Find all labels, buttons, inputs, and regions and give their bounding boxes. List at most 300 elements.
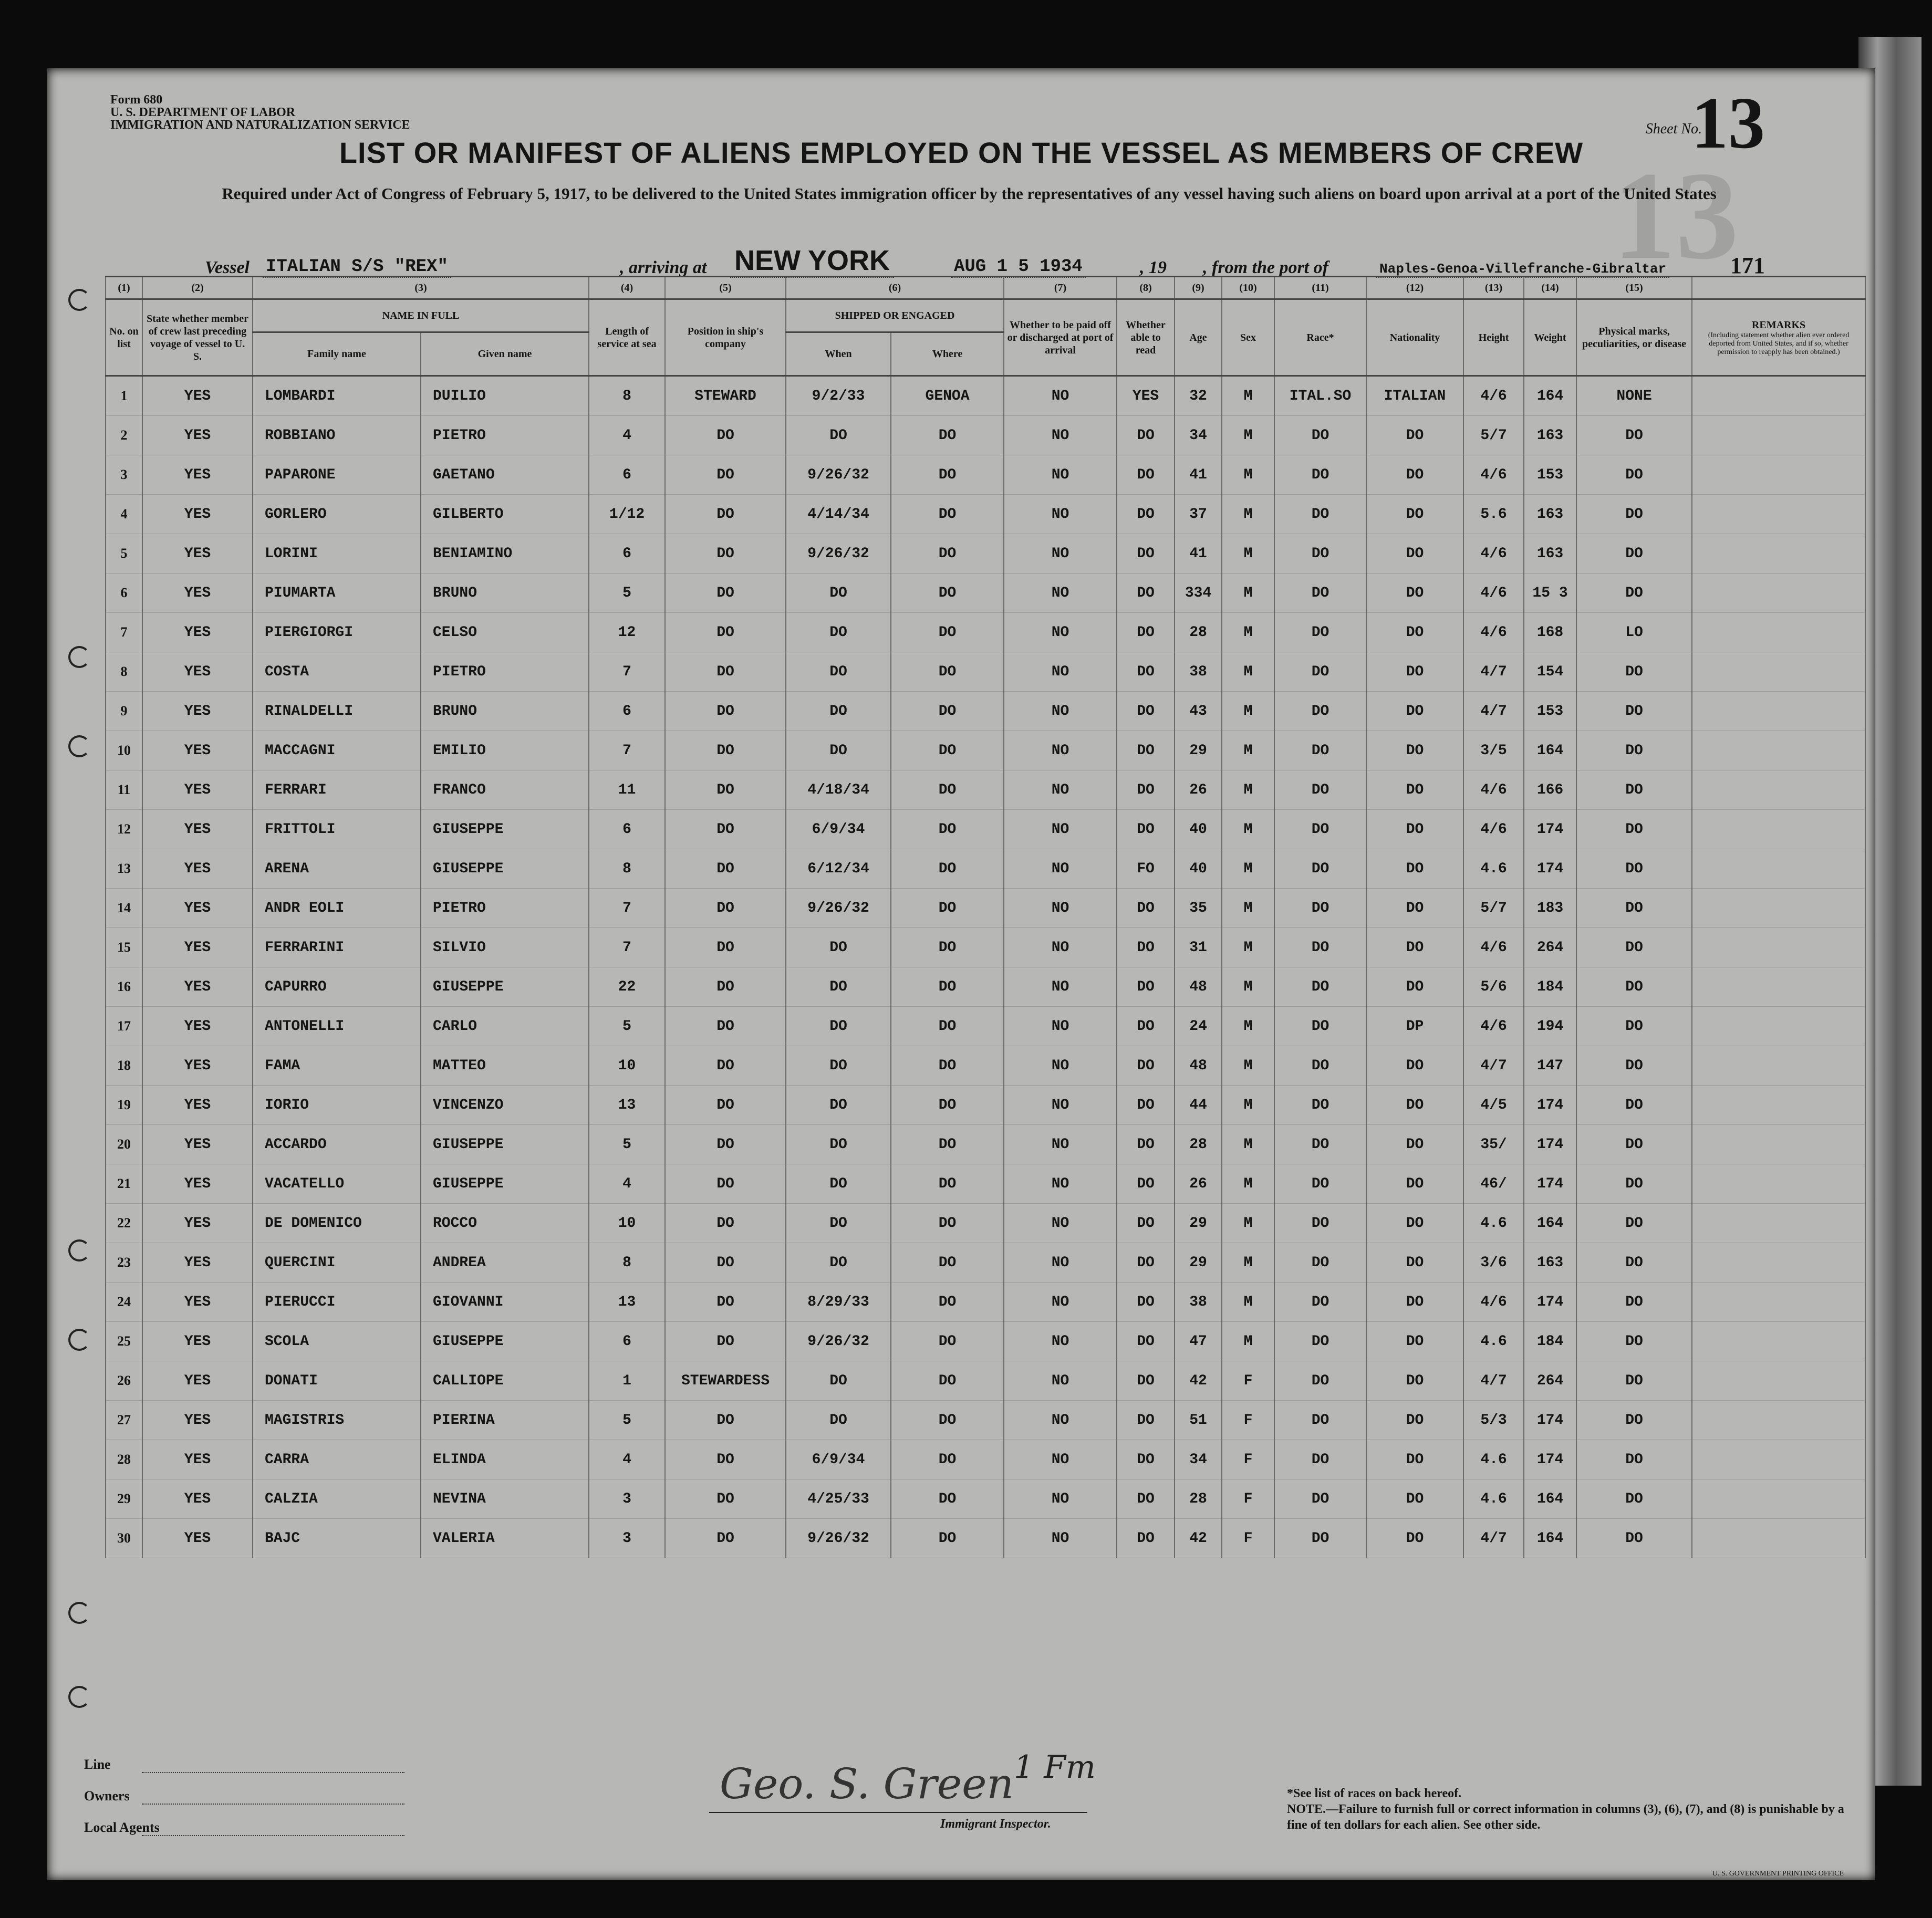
remarks	[1692, 1322, 1865, 1361]
sex: M	[1222, 1086, 1274, 1125]
shipped-when: DO	[786, 1125, 891, 1164]
family-name: CARRA	[253, 1440, 421, 1479]
given-name: ROCCO	[421, 1204, 589, 1243]
able-to-read: DO	[1117, 692, 1175, 731]
able-to-read: DO	[1117, 1519, 1175, 1558]
able-to-read: DO	[1117, 1401, 1175, 1440]
row-number: 21	[106, 1164, 142, 1204]
nationality: DO	[1366, 652, 1463, 692]
family-name: PIERGIORGI	[253, 613, 421, 652]
remarks-title: REMARKS	[1751, 319, 1806, 331]
height: 5/6	[1463, 967, 1524, 1007]
race: DO	[1274, 1322, 1366, 1361]
manifest-body	[106, 376, 1865, 1558]
table-row	[106, 810, 1865, 849]
previous-voyage: YES	[142, 928, 253, 967]
age: 34	[1175, 416, 1222, 455]
shipped-where: DO	[891, 692, 1004, 731]
race: ITAL.SO	[1274, 376, 1366, 416]
position: DO	[665, 692, 786, 731]
weight: 174	[1524, 1164, 1576, 1204]
col-num	[1692, 277, 1865, 299]
length-of-service: 13	[589, 1283, 665, 1322]
physical-marks: DO	[1576, 1479, 1692, 1519]
height: 4/6	[1463, 1283, 1524, 1322]
arriving-value: NEW YORK	[730, 244, 894, 278]
physical-marks: DO	[1576, 574, 1692, 613]
sheet-label: Sheet No.	[1645, 121, 1702, 137]
age: 48	[1175, 1046, 1222, 1086]
physical-marks: DO	[1576, 1519, 1692, 1558]
position: DO	[665, 1243, 786, 1283]
row-number: 29	[106, 1479, 142, 1519]
previous-voyage: YES	[142, 1046, 253, 1086]
col-num: (6)	[786, 277, 1004, 299]
binder-ring	[68, 1329, 90, 1351]
height: 4/6	[1463, 928, 1524, 967]
physical-marks: DO	[1576, 889, 1692, 928]
row-number: 13	[106, 849, 142, 889]
row-number: 30	[106, 1519, 142, 1558]
from-port-value: Naples-Genoa-Villefranche-Gibraltar	[1376, 261, 1669, 278]
remarks	[1692, 1086, 1865, 1125]
header-shipped-engaged: SHIPPED OR ENGAGED	[786, 299, 1004, 332]
form-number: Form 680	[110, 93, 163, 107]
shipped-where: DO	[891, 1519, 1004, 1558]
age: 42	[1175, 1361, 1222, 1401]
paid-off: NO	[1004, 652, 1117, 692]
weight: 153	[1524, 692, 1576, 731]
shipped-where: DO	[891, 1204, 1004, 1243]
family-name: CAPURRO	[253, 967, 421, 1007]
race: DO	[1274, 416, 1366, 455]
header-nationality: Nationality	[1366, 299, 1463, 376]
header-previous-voyage: State whether member of crew last preceding voyage of vessel to U. S.	[142, 299, 253, 376]
age: 29	[1175, 1243, 1222, 1283]
physical-marks: DO	[1576, 1007, 1692, 1046]
shipped-when: 9/2/33	[786, 376, 891, 416]
inspector-label: Immigrant Inspector.	[940, 1817, 1051, 1831]
header-where: Where	[891, 332, 1004, 376]
able-to-read: DO	[1117, 1440, 1175, 1479]
height: 5.6	[1463, 495, 1524, 534]
table-row	[106, 1243, 1865, 1283]
physical-marks: DO	[1576, 770, 1692, 810]
row-number: 7	[106, 613, 142, 652]
weight: 168	[1524, 613, 1576, 652]
race: DO	[1274, 495, 1366, 534]
page-number: 171	[1730, 253, 1765, 278]
able-to-read: DO	[1117, 1283, 1175, 1322]
length-of-service: 12	[589, 613, 665, 652]
paid-off: NO	[1004, 1204, 1117, 1243]
vessel-value: ITALIAN S/S "REX"	[263, 257, 451, 278]
shipped-when: 6/12/34	[786, 849, 891, 889]
remarks	[1692, 534, 1865, 574]
height: 4/6	[1463, 1007, 1524, 1046]
row-number: 6	[106, 574, 142, 613]
previous-voyage: YES	[142, 455, 253, 495]
given-name: GIUSEPPE	[421, 967, 589, 1007]
race: DO	[1274, 455, 1366, 495]
previous-voyage: YES	[142, 770, 253, 810]
able-to-read: YES	[1117, 376, 1175, 416]
row-number: 2	[106, 416, 142, 455]
page-subtitle: Required under Act of Congress of February 5, 1917, to be delivered to the United States immigration officer by the representatives of any vessel having such aliens on board upon arrival at a port of the United States	[222, 184, 1717, 203]
position: DO	[665, 495, 786, 534]
sex: M	[1222, 928, 1274, 967]
weight: 174	[1524, 1125, 1576, 1164]
shipped-when: DO	[786, 652, 891, 692]
able-to-read: DO	[1117, 1046, 1175, 1086]
age: 40	[1175, 810, 1222, 849]
row-number: 4	[106, 495, 142, 534]
nationality: DO	[1366, 1519, 1463, 1558]
column-header-row	[106, 299, 1865, 332]
shipped-where: DO	[891, 652, 1004, 692]
shipped-when: 8/29/33	[786, 1283, 891, 1322]
height: 35/	[1463, 1125, 1524, 1164]
shipped-when: DO	[786, 574, 891, 613]
row-number: 23	[106, 1243, 142, 1283]
paid-off: NO	[1004, 455, 1117, 495]
able-to-read: DO	[1117, 495, 1175, 534]
race: DO	[1274, 731, 1366, 770]
header-length-service: Length of service at sea	[589, 299, 665, 376]
paid-off: NO	[1004, 810, 1117, 849]
length-of-service: 11	[589, 770, 665, 810]
shipped-where: DO	[891, 889, 1004, 928]
height: 4/6	[1463, 770, 1524, 810]
sex: M	[1222, 574, 1274, 613]
previous-voyage: YES	[142, 967, 253, 1007]
able-to-read: DO	[1117, 534, 1175, 574]
race: DO	[1274, 652, 1366, 692]
manifest-page	[47, 68, 1875, 1880]
shipped-when: DO	[786, 1086, 891, 1125]
table-row	[106, 731, 1865, 770]
family-name: MAGISTRIS	[253, 1401, 421, 1440]
given-name: BRUNO	[421, 574, 589, 613]
shipped-where: DO	[891, 613, 1004, 652]
able-to-read: DO	[1117, 1125, 1175, 1164]
sex: M	[1222, 849, 1274, 889]
remarks	[1692, 416, 1865, 455]
height: 4/6	[1463, 534, 1524, 574]
given-name: EMILIO	[421, 731, 589, 770]
family-name: CALZIA	[253, 1479, 421, 1519]
row-number: 17	[106, 1007, 142, 1046]
paid-off: NO	[1004, 1440, 1117, 1479]
paid-off: NO	[1004, 889, 1117, 928]
crew-manifest-table	[105, 276, 1866, 1558]
paid-off: NO	[1004, 1322, 1117, 1361]
remarks	[1692, 849, 1865, 889]
previous-voyage: YES	[142, 376, 253, 416]
row-number: 10	[106, 731, 142, 770]
remarks	[1692, 1125, 1865, 1164]
position: DO	[665, 1440, 786, 1479]
nationality: DO	[1366, 1125, 1463, 1164]
department: U. S. DEPARTMENT OF LABOR	[110, 106, 296, 119]
row-number: 1	[106, 376, 142, 416]
remarks	[1692, 967, 1865, 1007]
paid-off: NO	[1004, 1007, 1117, 1046]
family-name: PIERUCCI	[253, 1283, 421, 1322]
previous-voyage: YES	[142, 692, 253, 731]
family-name: MACCAGNI	[253, 731, 421, 770]
header-physical-marks: Physical marks, peculiarities, or disease	[1576, 299, 1692, 376]
height: 4/6	[1463, 613, 1524, 652]
weight: 164	[1524, 1204, 1576, 1243]
shipped-where: DO	[891, 1046, 1004, 1086]
previous-voyage: YES	[142, 1125, 253, 1164]
table-row	[106, 770, 1865, 810]
height: 4/6	[1463, 810, 1524, 849]
height: 5/7	[1463, 889, 1524, 928]
shipped-when: 9/26/32	[786, 1519, 891, 1558]
given-name: GIUSEPPE	[421, 1164, 589, 1204]
previous-voyage: YES	[142, 731, 253, 770]
position: STEWARDESS	[665, 1361, 786, 1401]
sex: M	[1222, 1125, 1274, 1164]
sex: M	[1222, 967, 1274, 1007]
from-label: , from the port of	[1203, 258, 1328, 277]
weight: 163	[1524, 416, 1576, 455]
sex: M	[1222, 652, 1274, 692]
height: 5/3	[1463, 1401, 1524, 1440]
able-to-read: DO	[1117, 1007, 1175, 1046]
shipped-when: 9/26/32	[786, 534, 891, 574]
family-name: PIUMARTA	[253, 574, 421, 613]
sex: M	[1222, 770, 1274, 810]
family-name: ARENA	[253, 849, 421, 889]
family-name: SCOLA	[253, 1322, 421, 1361]
paid-off: NO	[1004, 1164, 1117, 1204]
nationality: DO	[1366, 455, 1463, 495]
col-num: (15)	[1576, 277, 1692, 299]
race-note: *See list of races on back hereof.	[1287, 1787, 1462, 1800]
local-agents-label: Local Agents	[84, 1812, 273, 1843]
weight: 164	[1524, 1519, 1576, 1558]
col-num: (12)	[1366, 277, 1463, 299]
col-num: (5)	[665, 277, 786, 299]
remarks	[1692, 1401, 1865, 1440]
position: DO	[665, 1519, 786, 1558]
paid-off: NO	[1004, 534, 1117, 574]
height: 3/6	[1463, 1243, 1524, 1283]
previous-voyage: YES	[142, 849, 253, 889]
height: 4.6	[1463, 1322, 1524, 1361]
bureau: IMMIGRATION AND NATURALIZATION SERVICE	[110, 118, 410, 132]
length-of-service: 5	[589, 1007, 665, 1046]
table-row	[106, 692, 1865, 731]
table-row	[106, 416, 1865, 455]
length-of-service: 6	[589, 1322, 665, 1361]
sex: F	[1222, 1401, 1274, 1440]
previous-voyage: YES	[142, 613, 253, 652]
sex: F	[1222, 1519, 1274, 1558]
nationality: DP	[1366, 1007, 1463, 1046]
length-of-service: 4	[589, 1164, 665, 1204]
given-name: CALLIOPE	[421, 1361, 589, 1401]
length-of-service: 10	[589, 1046, 665, 1086]
age: 51	[1175, 1401, 1222, 1440]
header-able-to-read: Whether able to read	[1117, 299, 1175, 376]
sex: M	[1222, 613, 1274, 652]
length-of-service: 6	[589, 455, 665, 495]
row-number: 8	[106, 652, 142, 692]
shipped-when: DO	[786, 928, 891, 967]
table-row	[106, 376, 1865, 416]
age: 28	[1175, 613, 1222, 652]
remarks	[1692, 889, 1865, 928]
family-name: RINALDELLI	[253, 692, 421, 731]
physical-marks: DO	[1576, 455, 1692, 495]
family-name: ROBBIANO	[253, 416, 421, 455]
family-name: LORINI	[253, 534, 421, 574]
previous-voyage: YES	[142, 1479, 253, 1519]
row-number: 5	[106, 534, 142, 574]
position: DO	[665, 1479, 786, 1519]
footer-notes	[1287, 1786, 1865, 1833]
shipped-when: DO	[786, 1204, 891, 1243]
age: 41	[1175, 455, 1222, 495]
height: 4/7	[1463, 1046, 1524, 1086]
paid-off: NO	[1004, 1401, 1117, 1440]
weight: 163	[1524, 495, 1576, 534]
header-race: Race*	[1274, 299, 1366, 376]
shipped-when: 4/14/34	[786, 495, 891, 534]
length-of-service: 22	[589, 967, 665, 1007]
length-of-service: 6	[589, 810, 665, 849]
nationality: DO	[1366, 889, 1463, 928]
sheet-number: 13	[1691, 82, 1765, 164]
paid-off: NO	[1004, 1519, 1117, 1558]
length-of-service: 6	[589, 534, 665, 574]
weight: 154	[1524, 652, 1576, 692]
race: DO	[1274, 1479, 1366, 1519]
position: STEWARD	[665, 376, 786, 416]
weight: 147	[1524, 1046, 1576, 1086]
header-no-on-list: No. on list	[106, 299, 142, 376]
age: 26	[1175, 1164, 1222, 1204]
shipped-when: DO	[786, 1164, 891, 1204]
age: 29	[1175, 731, 1222, 770]
shipped-where: DO	[891, 574, 1004, 613]
given-name: GILBERTO	[421, 495, 589, 534]
length-of-service: 7	[589, 928, 665, 967]
vessel-label: Vessel	[205, 258, 250, 277]
nationality: DO	[1366, 692, 1463, 731]
paid-off: NO	[1004, 967, 1117, 1007]
able-to-read: DO	[1117, 967, 1175, 1007]
height: 4/6	[1463, 574, 1524, 613]
header-when: When	[786, 332, 891, 376]
given-name: GIUSEPPE	[421, 1322, 589, 1361]
sex: M	[1222, 1046, 1274, 1086]
signature-line	[709, 1812, 1087, 1813]
race: DO	[1274, 534, 1366, 574]
weight: 174	[1524, 1086, 1576, 1125]
position: DO	[665, 534, 786, 574]
header-remarks	[1692, 299, 1865, 376]
height: 4.6	[1463, 1440, 1524, 1479]
previous-voyage: YES	[142, 1322, 253, 1361]
race: DO	[1274, 1401, 1366, 1440]
nationality: DO	[1366, 416, 1463, 455]
given-name: GIUSEPPE	[421, 849, 589, 889]
col-num: (4)	[589, 277, 665, 299]
given-name: BRUNO	[421, 692, 589, 731]
shipped-where: DO	[891, 1164, 1004, 1204]
previous-voyage: YES	[142, 1243, 253, 1283]
table-row	[106, 1401, 1865, 1440]
age: 35	[1175, 889, 1222, 928]
shipped-where: DO	[891, 810, 1004, 849]
shipped-where: GENOA	[891, 376, 1004, 416]
age: 48	[1175, 967, 1222, 1007]
table-row	[106, 574, 1865, 613]
given-name: GIOVANNI	[421, 1283, 589, 1322]
inspector-signature: Geo. S. Green	[720, 1759, 1014, 1808]
nationality: DO	[1366, 495, 1463, 534]
row-number: 27	[106, 1401, 142, 1440]
length-of-service: 4	[589, 1440, 665, 1479]
sheet-number-ghost: 13	[1613, 145, 1739, 285]
length-of-service: 1/12	[589, 495, 665, 534]
able-to-read: DO	[1117, 455, 1175, 495]
sex: F	[1222, 1361, 1274, 1401]
table-row	[106, 1086, 1865, 1125]
length-of-service: 5	[589, 1125, 665, 1164]
paid-off: NO	[1004, 849, 1117, 889]
given-name: CELSO	[421, 613, 589, 652]
weight: 184	[1524, 1322, 1576, 1361]
given-name: PIETRO	[421, 889, 589, 928]
row-number: 18	[106, 1046, 142, 1086]
sex: M	[1222, 692, 1274, 731]
previous-voyage: YES	[142, 1007, 253, 1046]
position: DO	[665, 770, 786, 810]
given-name: VALERIA	[421, 1519, 589, 1558]
race: DO	[1274, 1519, 1366, 1558]
length-of-service: 13	[589, 1086, 665, 1125]
sex: M	[1222, 810, 1274, 849]
nationality: DO	[1366, 770, 1463, 810]
binder-ring	[68, 1602, 90, 1624]
shipped-where: DO	[891, 1322, 1004, 1361]
nationality: DO	[1366, 1283, 1463, 1322]
length-of-service: 6	[589, 692, 665, 731]
weight: 153	[1524, 455, 1576, 495]
height: 4/6	[1463, 455, 1524, 495]
col-num: (1)	[106, 277, 142, 299]
remarks	[1692, 1283, 1865, 1322]
family-name: IORIO	[253, 1086, 421, 1125]
remarks	[1692, 652, 1865, 692]
paid-off: NO	[1004, 692, 1117, 731]
shipped-when: DO	[786, 1401, 891, 1440]
header-age: Age	[1175, 299, 1222, 376]
row-number: 20	[106, 1125, 142, 1164]
able-to-read: DO	[1117, 416, 1175, 455]
family-name: FAMA	[253, 1046, 421, 1086]
race: DO	[1274, 1243, 1366, 1283]
length-of-service: 3	[589, 1479, 665, 1519]
position: DO	[665, 849, 786, 889]
given-name: ELINDA	[421, 1440, 589, 1479]
